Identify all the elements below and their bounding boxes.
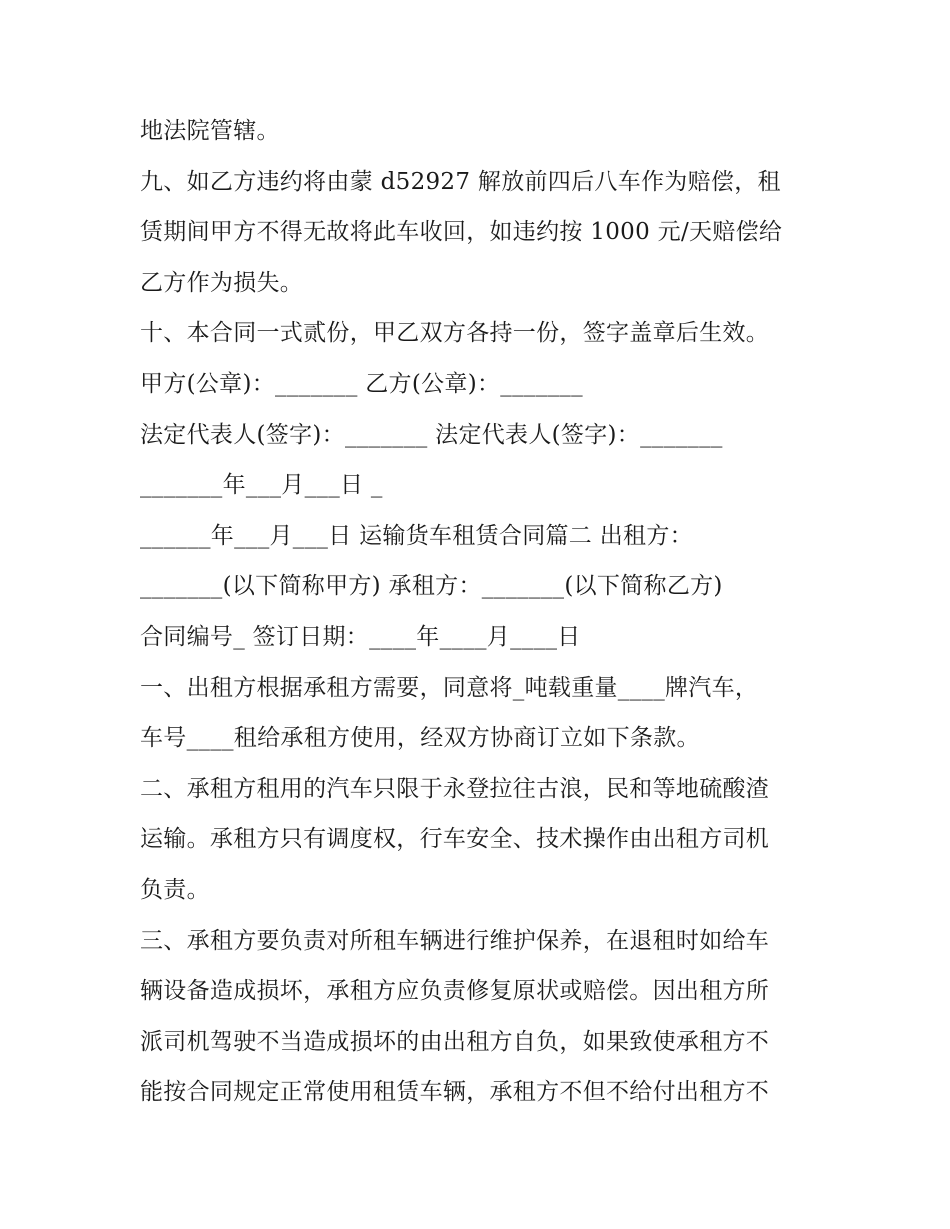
text-line: 车号____租给承租方使用，经双方协商订立如下条款。 xyxy=(140,725,700,752)
text-line: 辆设备造成损坏，承租方应负责修复原状或赔偿。因出租方所 xyxy=(140,978,770,1005)
text-line: 二、承租方租用的汽车只限于永登拉往古浪，民和等地硫酸渣 xyxy=(140,775,770,802)
text-line: _______(以下简称甲方) 承租方：_______(以下简称乙方) xyxy=(140,573,723,600)
contract-text-body xyxy=(140,106,820,1118)
text-line: 派司机驾驶不当造成损坏的由出租方自负，如果致使承租方不 xyxy=(140,1028,770,1055)
text-line: 运输。承租方只有调度权，行车安全、技术操作由出租方司机 xyxy=(140,826,770,853)
text-line: 乙方作为损失。 xyxy=(140,269,304,296)
text-line: ______年___月___日 运输货车租赁合同篇二 出租方： xyxy=(140,522,693,549)
signature-line-representative: 法定代表人(签字)：_______ 法定代表人(签字)：_______ xyxy=(140,421,723,448)
text-line: 负责。 xyxy=(140,876,210,903)
text-line: 三、承租方要负责对所租车辆进行维护保养，在退租时如给车 xyxy=(140,927,770,954)
text-line: 赁期间甲方不得无故将此车收回，如违约按 1000 元/天赔偿给 xyxy=(140,219,783,246)
text-line: 地法院管辖。 xyxy=(140,118,280,144)
text-line: 能按合同规定正常使用租赁车辆，承租方不但不给付出租方不 xyxy=(140,1079,770,1106)
contract-number-line: 合同编号_ 签订日期：____年____月____日 xyxy=(140,623,581,650)
text-line: 九、如乙方违约将由蒙 d52927 解放前四后八车作为赔偿，租 xyxy=(140,168,781,195)
text-line: 一、出租方根据承租方需要，同意将_吨载重量____牌汽车， xyxy=(140,674,759,701)
text-line: 十、本合同一式贰份，甲乙双方各持一份，签字盖章后生效。 xyxy=(140,320,770,347)
date-line: _______年___月___日 _ xyxy=(140,472,383,499)
signature-line-seal: 甲方(公章)：_______ 乙方(公章)：_______ xyxy=(140,370,583,397)
